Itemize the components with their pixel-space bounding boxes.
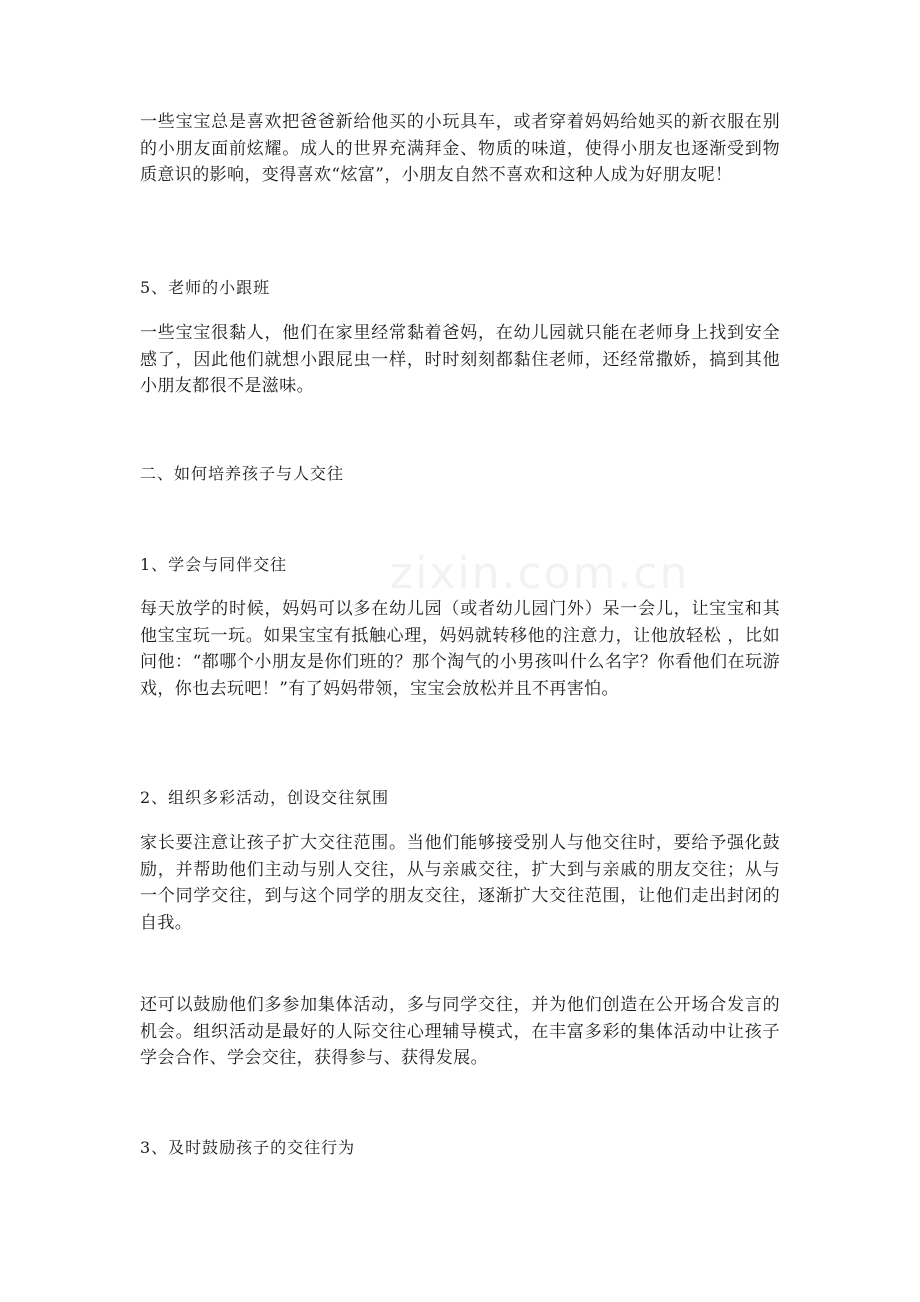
heading-how-to-cultivate: 二、如何培养孩子与人交往 bbox=[140, 464, 345, 483]
paragraph-show-off: 一些宝宝总是喜欢把爸爸新给他买的小玩具车，或者穿着妈妈给她买的新衣服在别的小朋友面前炫耀。成人的世界充满拜金、物质的味道，使得小朋友也逐渐受到物质意识的影响，变得喜欢“炫富”，小朋友自然不喜欢和这种人成为好朋友呢！ bbox=[140, 112, 780, 185]
heading-peer-interaction: 1、学会与同伴交往 bbox=[140, 555, 288, 574]
paragraph-group-activities: 还可以鼓励他们多参加集体活动，多与同学交往，并为他们创造在公开场合发言的机会。组织活动是最好的人际交往心理辅导模式，在丰富多彩的集体活动中让孩子学会合作、学会交往，获得参与、获得发展。 bbox=[140, 995, 780, 1068]
heading-organize-activities: 2、组织多彩活动，创设交往氛围 bbox=[140, 788, 390, 807]
paragraph-clingy: 一些宝宝很黏人，他们在家里经常黏着爸妈，在幼儿园就只能在老师身上找到安全感了，因此他们就想小跟屁虫一样，时时刻刻都黏住老师，还经常撒娇，搞到其他小朋友都很不是滋味。 bbox=[140, 323, 780, 396]
heading-teacher-follower: 5、老师的小跟班 bbox=[140, 278, 271, 297]
heading-encourage-behavior: 3、及时鼓励孩子的交往行为 bbox=[140, 1138, 356, 1157]
paragraph-after-school: 每天放学的时候，妈妈可以多在幼儿园（或者幼儿园门外）呆一会儿，让宝宝和其他宝宝玩一玩。如果宝宝有抵触心理，妈妈就转移他的注意力，让他放轻松 ，比如问他：“都哪个小朋友是你们班的？那个淘气的小男孩叫什么名字？你看他们在玩游戏，你也去玩吧！”有了妈妈带领，宝宝会放松并且不再害怕。 bbox=[140, 599, 780, 699]
watermark: zixin.com.cn bbox=[390, 548, 690, 599]
paragraph-expand-circle: 家长要注意让孩子扩大交往范围。当他们能够接受别人与他交往时，要给予强化鼓励，并帮助他们主动与别人交往，从与亲戚交往，扩大到与亲戚的朋友交往；从与一个同学交往，到与这个同学的朋友交往，逐渐扩大交往范围，让他们走出封闭的自我。 bbox=[140, 833, 780, 933]
